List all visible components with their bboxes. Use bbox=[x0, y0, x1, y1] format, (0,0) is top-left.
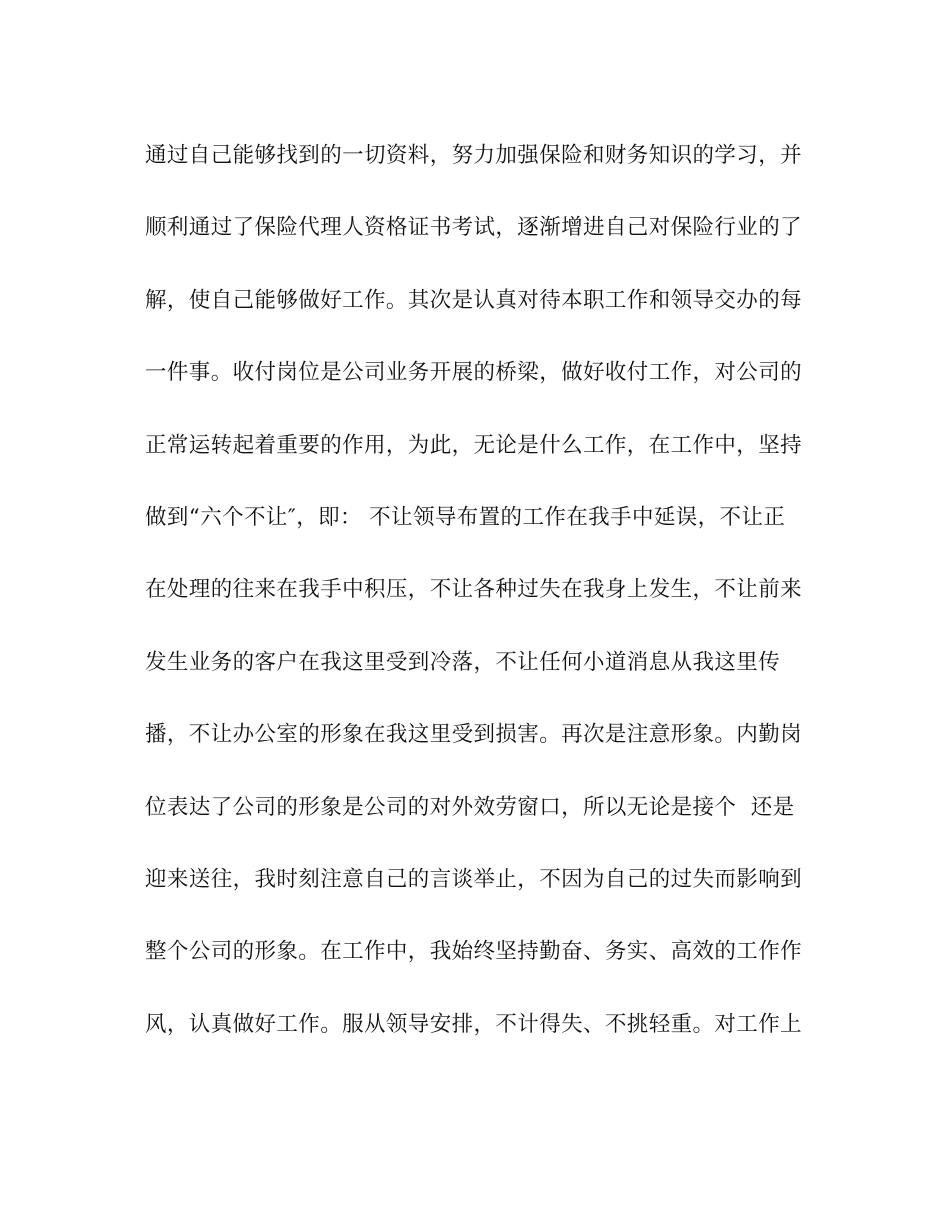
text-line-5: 正常运转起着重要的作用，为此，无论是什么工作，在工作中，坚持 bbox=[145, 432, 803, 458]
text-line-6: 做到“六个不让″，即： 不让领导布置的工作在我手中延误，不让正 bbox=[145, 504, 786, 530]
text-line-8: 发生业务的客户在我这里受到冷落，不让任何小道消息从我这里传 bbox=[145, 649, 781, 675]
text-line-3: 解，使自己能够做好工作。其次是认真对待本职工作和领导交办的每 bbox=[145, 287, 803, 313]
text-line-11: 迎来送往，我时刻注意自己的言谈举止，不因为自己的过失而影响到 bbox=[145, 866, 803, 892]
text-line-2: 顺利通过了保险代理人资格证书考试，逐渐增进自己对保险行业的了 bbox=[145, 215, 803, 241]
body-text bbox=[145, 136, 810, 1077]
text-line-9: 播，不让办公室的形象在我这里受到损害。再次是注意形象。内勤岗 bbox=[145, 722, 803, 748]
text-line-13: 风，认真做好工作。服从领导安排，不计得失、不挑轻重。对工作上 bbox=[145, 1011, 803, 1037]
text-line-7: 在处理的往来在我手中积压，不让各种过失在我身上发生，不让前来 bbox=[145, 577, 803, 603]
text-line-12: 整个公司的形象。在工作中，我始终坚持勤奋、务实、高效的工作作 bbox=[145, 939, 803, 965]
text-line-1: 通过自己能够找到的一切资料，努力加强保险和财务知识的学习，并 bbox=[145, 143, 803, 168]
text-line-4: 一件事。收付岗位是公司业务开展的桥梁，做好收付工作，对公司的 bbox=[145, 360, 803, 386]
text-line-10: 位表达了公司的形象是公司的对外效劳窗口，所以无论是接个 还是 bbox=[145, 794, 795, 820]
